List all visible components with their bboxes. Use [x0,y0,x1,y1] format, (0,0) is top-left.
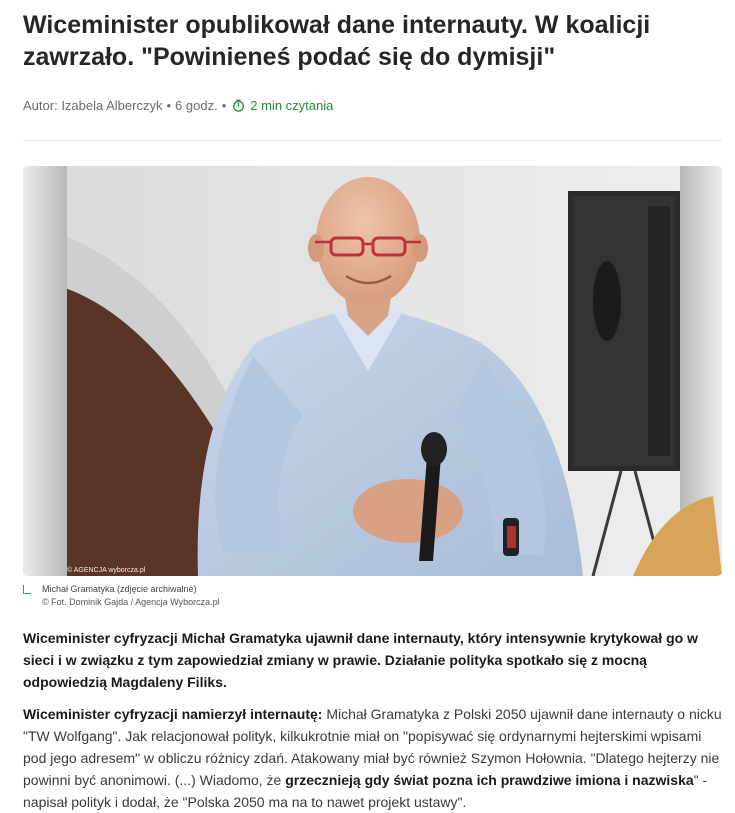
article-paragraph [23,703,723,813]
publish-time: 6 godz. [175,98,218,113]
photo-caption [23,583,220,609]
author-label: Autor: [23,98,58,113]
header-divider [23,140,722,141]
paragraph-text-end: " - napisał polityk i dodał, że "Polska 2050 ma na to nawet projekt ustawy". [23,772,708,810]
photo-watermark: © AGENCJA wyborcza.pl [67,567,146,574]
article-title: Wiceminister opublikował dane internauty. W koalicji zawrzało. "Powinieneś podać się do dymisji" [23,11,651,71]
read-time: 2 min czytania [250,98,334,113]
meta-separator: • [221,98,227,113]
article-lead: Wiceminister cyfryzacji Michał Gramatyka ujawnił dane internauty, który intensywnie krytykował go w sieci i w związku z tym zapowiedział zmiany w prawie. Działanie polityka spotkało się z mocną odpowiedzią Magdaleny Filiks. [23,630,698,690]
caption-bracket-icon [23,585,31,594]
article-meta [23,98,333,113]
caption-text: Michał Gramatyka (zdjęcie archiwalne) [42,584,197,594]
paragraph-text: Michał Gramatyka z Polski 2050 ujawnił dane internauty o nicku "TW Wolfgang". Jak relacjonował polityk, kilkukrotnie miał on "popisywać się ordynarnymi hejterskimi wpisami pod jego adresem" w obliczu różnicy zdań. Atakowany miał być również Szymon Hołownia. "Dlatego hejterzy nie powinni być anonimowi. (...) Wiadomo, że [23,706,722,788]
meta-separator: • [166,98,172,113]
paragraph-emphasis: grzecznieją gdy świat pozna ich prawdziwe imiona i nazwiska [285,772,694,788]
clock-icon [232,99,245,112]
paragraph-lead-in: Wiceminister cyfryzacji namierzył internautę: [23,706,323,722]
article-photo[interactable] [23,166,722,576]
photo-credit: © Fot. Dominik Gajda / Agencja Wyborcza.pl [42,597,220,607]
photo-illustration [23,166,722,576]
author-name[interactable]: Izabela Alberczyk [61,98,163,113]
